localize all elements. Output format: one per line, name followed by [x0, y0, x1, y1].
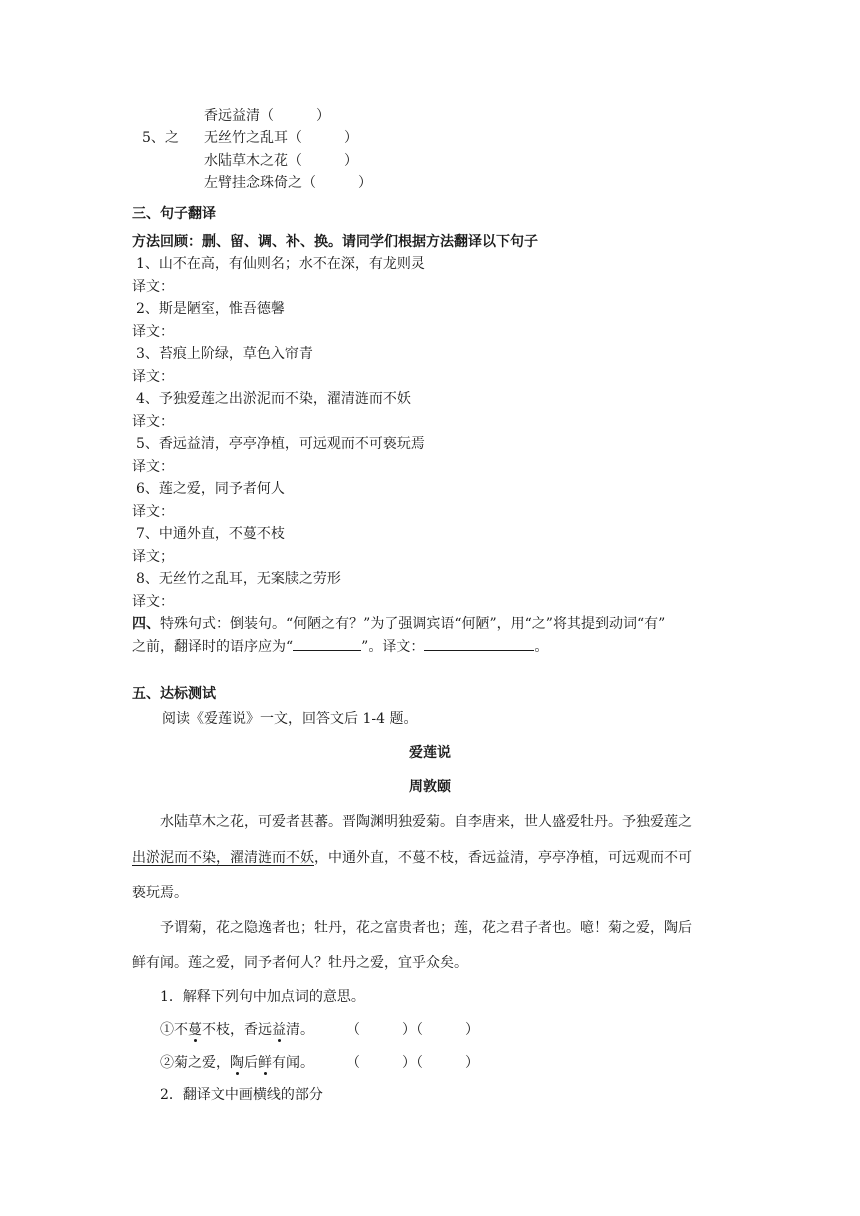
underlined-sentence: 出淤泥而不染，濯清涟而不妖 — [132, 850, 314, 866]
section-4-line-2 — [132, 637, 548, 657]
list-item-5a: 无丝竹之乱耳（ ） — [204, 130, 358, 146]
reading-intro: 阅读《爱莲说》一文，回答文后 1-4 题。 — [162, 711, 418, 727]
translation-label: 译文： — [132, 324, 174, 340]
question-2: 2．翻译文中画横线的部分 — [160, 1087, 323, 1103]
dotted-word-xian: 鲜 — [258, 1055, 272, 1071]
word-order-blank[interactable] — [293, 638, 361, 651]
special-syntax-text: 特殊句式：倒装句。“何陋之有？”为了强调宾语“何陋”，用“之”将其提到动词“有” — [160, 616, 666, 632]
translation-label: 译文； — [132, 549, 174, 565]
word-order-prompt: 之前，翻译时的语序应为“ — [132, 639, 294, 655]
translation-label: 译文： — [132, 279, 174, 295]
sentence-5: 5、香远益清，亭亭净植，可远观而不可亵玩焉 — [136, 436, 425, 452]
essay-p1-line-2 — [132, 848, 692, 868]
list-item-5-label: 5、之 — [142, 130, 179, 146]
section-4-heading: 四、 — [132, 616, 160, 632]
q1a-answer-parens[interactable]: （ ）（ ） — [346, 1022, 479, 1038]
essay-p1-line-2-rest: ，中通外直，不蔓不枝，香远益清，亭亭净植，可远观而不可 — [314, 850, 692, 866]
q1a-text: 清。 — [286, 1022, 314, 1038]
essay-p2-line-2: 鲜有闻。莲之爱，同予者何人？牡丹之爱，宜乎众矣。 — [132, 955, 468, 971]
translation-label: 译文： — [132, 459, 174, 475]
section-4-line-1 — [132, 614, 665, 634]
sentence-2: 2、斯是陋室，惟吾德馨 — [136, 301, 285, 317]
list-item-5b: 水陆草木之花（ ） — [204, 153, 358, 169]
method-review: 方法回顾：删、留、调、补、换。请同学们根据方法翻译以下句子 — [132, 234, 538, 250]
translation-label: 译文： — [132, 594, 174, 610]
list-item-4-tail: 香远益清（ ） — [204, 108, 330, 124]
sentence-4: 4、予独爱莲之出淤泥而不染，濯清涟而不妖 — [136, 391, 411, 407]
translation-label: 译文： — [132, 414, 174, 430]
q1b-text: 有闻。 — [272, 1055, 314, 1071]
question-1: 1．解释下列句中加点词的意思。 — [160, 989, 365, 1005]
q1a-text: 不枝，香远 — [202, 1022, 272, 1038]
sentence-8: 8、无丝竹之乱耳，无案牍之劳形 — [136, 571, 341, 587]
sentence-6: 6、莲之爱，同予者何人 — [136, 481, 285, 497]
dotted-word-yi: 益 — [272, 1022, 286, 1038]
sentence-1: 1、山不在高，有仙则名；水不在深，有龙则灵 — [136, 256, 425, 272]
translation-label: 译文： — [132, 504, 174, 520]
translation-blank[interactable] — [424, 638, 534, 651]
q1a-text: ①不 — [160, 1022, 188, 1038]
sentence-7: 7、中通外直，不蔓不枝 — [136, 526, 285, 542]
section-5-heading: 五、达标测试 — [132, 686, 216, 702]
essay-p1-line-1: 水陆草木之花，可爱者甚蕃。晋陶渊明独爱菊。自李唐来，世人盛爱牡丹。予独爱莲之 — [160, 814, 692, 830]
period: 。 — [534, 639, 549, 655]
list-item-5c: 左臂挂念珠倚之（ ） — [204, 175, 372, 191]
section-3-heading: 三、句子翻译 — [132, 206, 216, 222]
translation-prompt: ”。译文： — [361, 639, 425, 655]
question-1b — [160, 1053, 314, 1073]
translation-label: 译文： — [132, 369, 174, 385]
question-1a — [160, 1020, 314, 1040]
essay-author: 周敦颐 — [409, 779, 451, 795]
dotted-word-man: 蔓 — [188, 1022, 202, 1038]
q1b-answer-parens[interactable]: （ ）（ ） — [346, 1055, 479, 1071]
dotted-word-tao: 陶 — [230, 1055, 244, 1071]
q1b-text: 后 — [244, 1055, 258, 1071]
sentence-3: 3、苔痕上阶绿，草色入帘青 — [136, 346, 313, 362]
essay-title: 爱莲说 — [409, 745, 451, 761]
q1b-text: ②菊之爱， — [160, 1055, 230, 1071]
essay-p2-line-1: 予谓菊，花之隐逸者也；牡丹，花之富贵者也；莲，花之君子者也。噫！菊之爱，陶后 — [160, 920, 692, 936]
essay-p1-line-3: 亵玩焉。 — [132, 885, 188, 901]
